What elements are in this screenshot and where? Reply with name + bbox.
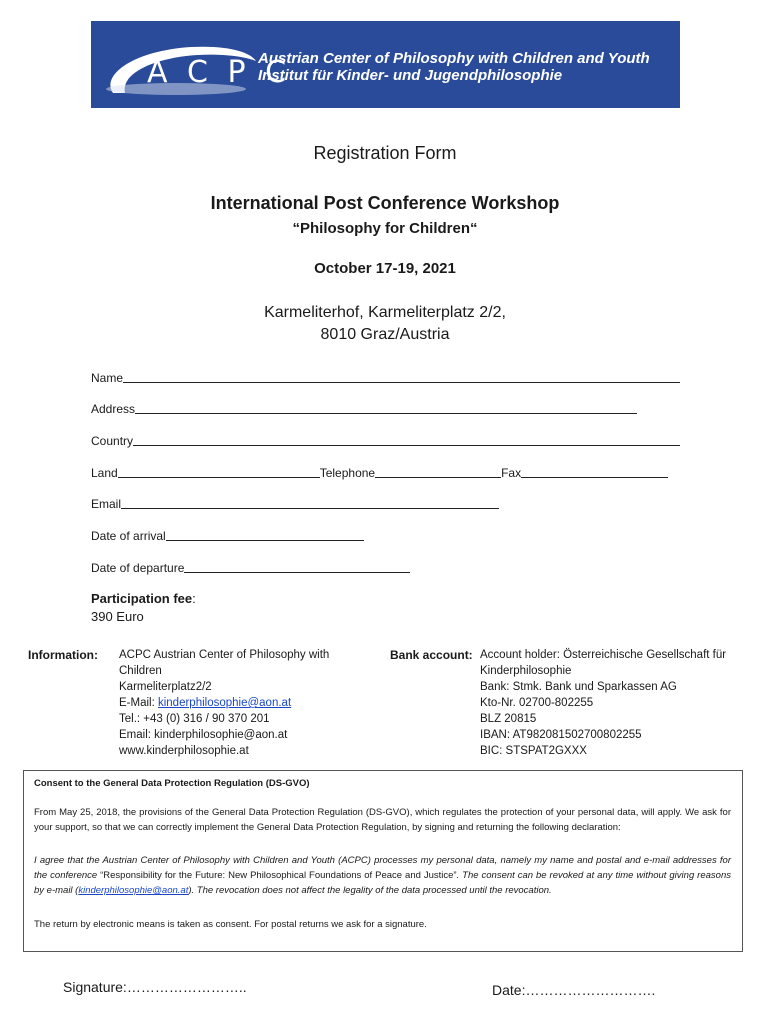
venue-line-2: 8010 Graz/Austria [320, 326, 450, 343]
signature-field[interactable]: Signature:…………………….. [63, 979, 247, 995]
consent-paragraph-3: The return by electronic means is taken as consent. For postal returns we ask for a signature. [34, 919, 427, 930]
departure-line[interactable] [184, 560, 410, 573]
fee-label-text: Participation fee [91, 591, 193, 606]
consent-paragraph-2 [34, 853, 731, 898]
email-label: Email [91, 497, 122, 511]
fax-label: Fax [501, 466, 522, 480]
date-field[interactable]: Date:………………………. [492, 982, 656, 998]
email-field[interactable] [91, 496, 499, 511]
bank-line: BIC: STSPAT2GXXX [480, 745, 587, 757]
arrival-label: Date of arrival [91, 529, 166, 543]
bank-label: Bank account: [390, 648, 473, 662]
event-dates: October 17-19, 2021 [314, 260, 456, 277]
telephone-label: Telephone [319, 466, 376, 480]
logo-acronym: A C P C [147, 55, 292, 90]
name-field[interactable] [91, 370, 680, 385]
venue-line-1: Karmeliterhof, Karmeliterplatz 2/2, [264, 304, 506, 321]
consent-title: Consent to the General Data Protection Regulation (DS-GVO) [34, 778, 310, 789]
bank-line: Account holder: Österreichische Gesellschaft für [480, 649, 727, 661]
country-field[interactable] [91, 433, 680, 448]
land-label: Land [91, 466, 118, 480]
name-label: Name [91, 371, 124, 385]
departure-field[interactable] [91, 560, 410, 575]
info-email2: Email: kinderphilosophie@aon.at [119, 729, 288, 741]
form-title: Registration Form [313, 143, 457, 163]
bank-line: Bank: Stmk. Bank und Sparkassen AG [480, 681, 677, 693]
fax-line[interactable] [521, 465, 668, 478]
event-subtitle: “Philosophy for Children“ [292, 220, 478, 237]
email-line[interactable] [121, 496, 499, 509]
bank-line: Kinderphilosophie [480, 665, 572, 677]
info-tel: Tel.: +43 (0) 316 / 90 370 201 [119, 713, 270, 725]
consent-p2-c: . The consent can be revoked at any time without giving reasons by e-mail ( [34, 870, 731, 896]
info-line: Karmeliterplatz2/2 [119, 681, 212, 693]
bank-block [480, 647, 726, 759]
land-phone-fax-row [91, 465, 668, 480]
information-label: Information: [28, 648, 98, 662]
fee-value: 390 Euro [91, 609, 144, 624]
banner-title-de: Institut für Kinder- und Jugendphilosophie [258, 67, 563, 84]
event-title: International Post Conference Workshop [210, 193, 560, 213]
info-email-line [119, 695, 329, 711]
address-label: Address [91, 402, 136, 416]
info-web: www.kinderphilosophie.at [119, 745, 249, 757]
bank-line: IBAN: AT982081502700802255 [480, 729, 642, 741]
banner-title-en: Austrian Center of Philosophy with Children and Youth [258, 50, 650, 67]
information-block [119, 647, 329, 759]
bank-line: Kto-Nr. 02700-802255 [480, 697, 594, 709]
bank-line: BLZ 20815 [480, 713, 537, 725]
arrival-field[interactable] [91, 528, 364, 543]
address-line[interactable] [135, 401, 637, 414]
consent-conference-title: “Responsibility for the Future: New Philosophical Foundations of Peace and Justice” [100, 870, 457, 881]
fee-label [91, 591, 196, 606]
departure-label: Date of departure [91, 561, 185, 575]
consent-box [23, 770, 743, 952]
address-field[interactable] [91, 401, 637, 416]
consent-email-link[interactable]: kinderphilosophie@aon.at [78, 885, 189, 896]
name-line[interactable] [123, 370, 680, 383]
land-line[interactable] [118, 465, 320, 478]
consent-paragraph-1: From May 25, 2018, the provisions of the General Data Protection Regulation (DS-GVO), which regulates the protection of your personal data, will apply. We ask for your support, so that we can correctly implement the General Data Protection Regulation, by signing and returning the following declaration: [34, 807, 731, 833]
info-email-link[interactable]: kinderphilosophie@aon.at [157, 697, 292, 709]
country-line[interactable] [133, 433, 680, 446]
fee-label-colon: : [192, 591, 196, 606]
consent-p2-d: ). The revocation does not affect the legality of the data processed until the revocation. [188, 885, 552, 896]
arrival-line[interactable] [166, 528, 364, 541]
telephone-line[interactable] [375, 465, 501, 478]
info-line: ACPC Austrian Center of Philosophy with [119, 649, 330, 661]
header-banner [91, 21, 680, 108]
info-line: Children [119, 665, 162, 677]
info-email-prefix: E-Mail: [119, 697, 158, 709]
consent-p2-a: I agree that the Austrian Center of Philosophy with Children and Youth (ACPC) processes my personal data, namely my name and postal and e-mail addresses for the conference [34, 855, 731, 881]
country-label: Country [91, 434, 134, 448]
